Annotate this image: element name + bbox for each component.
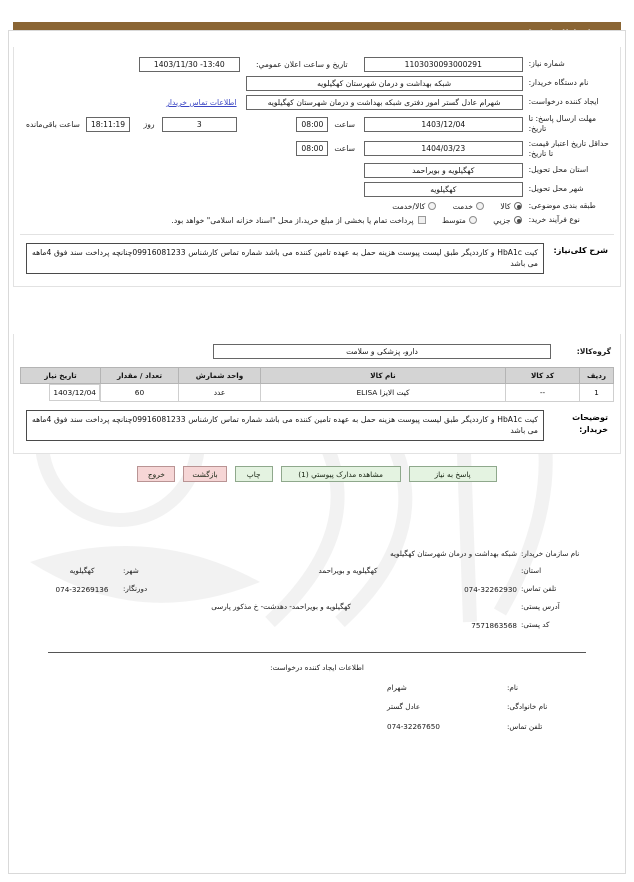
need-details-form xyxy=(20,55,614,228)
row1-spacer xyxy=(20,55,136,74)
radio-goods-icon[interactable] xyxy=(514,202,522,210)
goods-group-spacer xyxy=(20,342,210,361)
category-option-goods-service[interactable] xyxy=(392,202,436,211)
row-requester-phone xyxy=(43,716,591,736)
category-option-service-label: خدمت xyxy=(452,201,473,211)
cell-unit: عدد xyxy=(179,384,261,402)
requester-row1-spacer xyxy=(43,678,385,697)
cell-name: کیت الایزا ELISA xyxy=(261,384,506,402)
province-label: استان محل تحویل: xyxy=(528,165,589,175)
respond-to-need-button[interactable]: پاسخ به نیاز xyxy=(409,466,497,482)
validity-hour-value: 08:00 xyxy=(296,141,328,156)
category-label: طبقه بندی موضوعی: xyxy=(528,201,596,210)
treasury-checkbox-label: پرداخت تمام یا بخشی از مبلغ خرید،از محل "اسناد خزانه اسلامی" خواهد بود. xyxy=(171,216,414,226)
buyer-notes-block xyxy=(20,402,614,448)
contact-province-label: استان: xyxy=(521,566,542,576)
row-validity-spacer xyxy=(20,137,243,162)
goods-group-value: دارو، پزشکی و سلامت xyxy=(213,344,551,359)
buyer-notes-text: کیت HbA1c و کارددیگر طبق لیست پیوست هزینه حمل به عهده تامین کننده می باشد شماره تماس کارشناس 09916081233چنانچه پرداخت سند فوق 4ماهه می باشد xyxy=(26,410,544,442)
buyer-org-label: نام دستگاه خریدار: xyxy=(528,78,589,88)
page-root xyxy=(0,22,634,882)
row-category xyxy=(20,199,614,213)
requester-panel xyxy=(13,672,621,740)
requester-phone-value: 074-32267650 xyxy=(387,722,440,732)
col-qty: تعداد / مقدار xyxy=(101,368,179,384)
cell-qty: 60 xyxy=(101,384,179,402)
contact-province-value: کهگیلویه و بویراحمد xyxy=(318,566,378,576)
requester-row3-spacer xyxy=(43,716,385,736)
requester-phone-label: تلفن تماس: xyxy=(507,721,543,731)
requester-first-name-label: نام: xyxy=(507,683,519,693)
row-contact-phone xyxy=(43,579,591,598)
contact-fax-label: دورنگار: xyxy=(123,584,148,594)
view-attached-documents-button[interactable]: مشاهده مدارک پیوستي (1) xyxy=(281,466,401,482)
row-contact-address xyxy=(43,598,591,615)
need-description-block xyxy=(20,235,614,281)
radio-medium-icon[interactable] xyxy=(469,216,477,224)
row-need-number xyxy=(20,55,614,74)
col-row: ردیف xyxy=(580,368,614,384)
row-process-type xyxy=(20,213,614,227)
cell-date: 1403/12/04 xyxy=(49,384,100,401)
row-province-spacer xyxy=(20,161,361,180)
contact-address-value: کهگیلویه و بویراحمد- دهدشت- خ مذکور پارسی xyxy=(211,602,351,612)
requester-first-name-value: شهرام xyxy=(387,683,407,693)
need-details-panel xyxy=(13,47,621,287)
buyer-org-value: شبکه بهداشت و درمان شهرستان کهگیلویه xyxy=(246,76,523,91)
row-contact-postal xyxy=(43,615,591,634)
col-date: تاریخ نیاز xyxy=(21,368,101,384)
city-value: کهگیلویه xyxy=(364,182,523,197)
validity-label: حداقل تاریخ اعتبار قیمت: تا تاریخ: xyxy=(528,138,609,158)
table-row xyxy=(21,384,614,402)
contact-org-value: شبکه بهداشت و درمان شهرستان کهگیلویه xyxy=(390,549,517,559)
deadline-remaining-label: ساعت باقی‌مانده xyxy=(26,119,80,129)
treasury-bond-checkbox-group[interactable] xyxy=(171,216,425,225)
validity-date: 1404/03/23 xyxy=(364,141,523,156)
buyer-contact-panel xyxy=(13,529,621,638)
category-option-goods-service-label: کالا/خدمت xyxy=(392,201,426,211)
process-option-minor-label: جزیي xyxy=(493,216,511,226)
row-province xyxy=(20,161,614,180)
row-city xyxy=(20,180,614,199)
radio-minor-icon[interactable] xyxy=(514,216,522,224)
requester-table xyxy=(43,678,591,736)
section-rule xyxy=(48,652,586,653)
deadline-days-unit: روز xyxy=(143,119,155,129)
contact-postal-value: 7571863568 xyxy=(471,621,517,631)
public-announce-value: 1403/11/30 -13:40 xyxy=(139,57,240,72)
validity-hour-label: ساعت xyxy=(334,144,355,154)
need-number-label: شماره نیاز: xyxy=(528,59,565,69)
contact-phone-label: تلفن تماس: xyxy=(521,584,557,594)
contact-address-label: آدرس پستی: xyxy=(521,602,560,612)
action-button-row xyxy=(0,466,634,482)
back-button[interactable]: بازگشت xyxy=(183,466,226,482)
row-requester-last-name xyxy=(43,697,591,716)
requester-last-name-value: عادل گستر xyxy=(387,702,421,712)
row-contact-province xyxy=(43,562,591,579)
col-unit: واحد شمارش xyxy=(179,368,261,384)
row-goods-group xyxy=(20,342,614,361)
process-label: نوع فرآیند خرید: xyxy=(528,215,580,225)
contact-city-label: شهر: xyxy=(123,566,139,576)
goods-table-header-row xyxy=(21,368,614,384)
requester-section-title: اطلاعات ایجاد کننده درخواست: xyxy=(270,663,364,673)
contact-city-value: کهگیلویه xyxy=(69,566,95,576)
checkbox-treasury-icon[interactable] xyxy=(418,216,426,224)
process-option-medium-label: متوسط xyxy=(442,216,466,226)
goods-info-panel xyxy=(13,334,621,454)
contact-phone-value: 074-32262930 xyxy=(464,585,517,595)
contact-org-label: نام سازمان خریدار: xyxy=(521,549,580,559)
requester-row2-spacer xyxy=(43,697,385,716)
deadline-hour-value: 08:00 xyxy=(296,117,328,132)
deadline-label: مهلت ارسال پاسخ: تا تاریخ: xyxy=(528,114,597,134)
row-buyer-org xyxy=(20,74,614,93)
cell-code: -- xyxy=(506,384,580,402)
deadline-hour-label: ساعت xyxy=(334,119,355,129)
creator-label: ایجاد کننده درخواست: xyxy=(528,97,599,107)
category-option-service[interactable] xyxy=(453,202,484,211)
need-description-label: شرح کلی‌نیاز: xyxy=(553,245,608,255)
requester-last-name-label: نام خانوادگی: xyxy=(507,702,548,712)
col-name: نام کالا xyxy=(261,368,506,384)
deadline-remaining-time: 18:11:19 xyxy=(86,117,130,132)
category-option-goods[interactable] xyxy=(500,202,521,211)
row2-spacer xyxy=(20,74,243,93)
row-city-spacer xyxy=(20,180,361,199)
public-announce-label: تاریخ و ساعت اعلان عمومي: xyxy=(255,60,348,69)
buyer-contact-link[interactable]: اطلاعات تماس خریدار xyxy=(166,98,237,107)
deadline-days-value: 3 xyxy=(162,117,237,132)
buyer-contact-table xyxy=(43,545,591,634)
category-option-goods-label: کالا xyxy=(500,201,511,211)
contact-postal-spacer xyxy=(43,615,177,634)
row-contact-org xyxy=(43,545,591,562)
buyer-notes-label: توضیحات خریدار: xyxy=(572,412,608,434)
cell-row: 1 xyxy=(580,384,614,402)
goods-group-form xyxy=(20,342,614,361)
contact-fax-value: 074-32269136 xyxy=(55,585,109,595)
row-deadline xyxy=(20,112,614,137)
exit-button[interactable]: خروج xyxy=(137,466,175,482)
province-value: کهگیلویه و بویراحمد xyxy=(364,163,523,178)
creator-value: شهرام عادل گستر امور دفتری شبکه بهداشت و درمان شهرستان کهگیلویه xyxy=(246,95,523,110)
need-description-text: کیت HbA1c و کارددیگر طبق لیست پیوست هزینه حمل به عهده تامین کننده می باشد شماره تماس کارشناس 09916081233چنانچه پرداخت سند فوق 4ماهه می باشد xyxy=(26,243,544,275)
col-code: کد کالا xyxy=(506,368,580,384)
radio-goods-service-icon[interactable] xyxy=(428,202,436,210)
row-creator xyxy=(20,93,614,112)
process-option-minor[interactable] xyxy=(493,216,521,225)
print-button[interactable]: چاپ xyxy=(235,466,273,482)
process-option-medium[interactable] xyxy=(442,216,477,225)
need-number-value: 1103030093000291 xyxy=(364,57,523,72)
goods-items-table xyxy=(20,367,614,402)
row-validity xyxy=(20,137,614,162)
radio-service-icon[interactable] xyxy=(476,202,484,210)
contact-postal-label: کد پستی: xyxy=(521,620,550,630)
row-requester-first-name xyxy=(43,678,591,697)
city-label: شهر محل تحویل: xyxy=(528,184,584,194)
deadline-date: 1403/12/04 xyxy=(364,117,523,132)
goods-group-label: گروه‌کالا: xyxy=(576,347,611,357)
